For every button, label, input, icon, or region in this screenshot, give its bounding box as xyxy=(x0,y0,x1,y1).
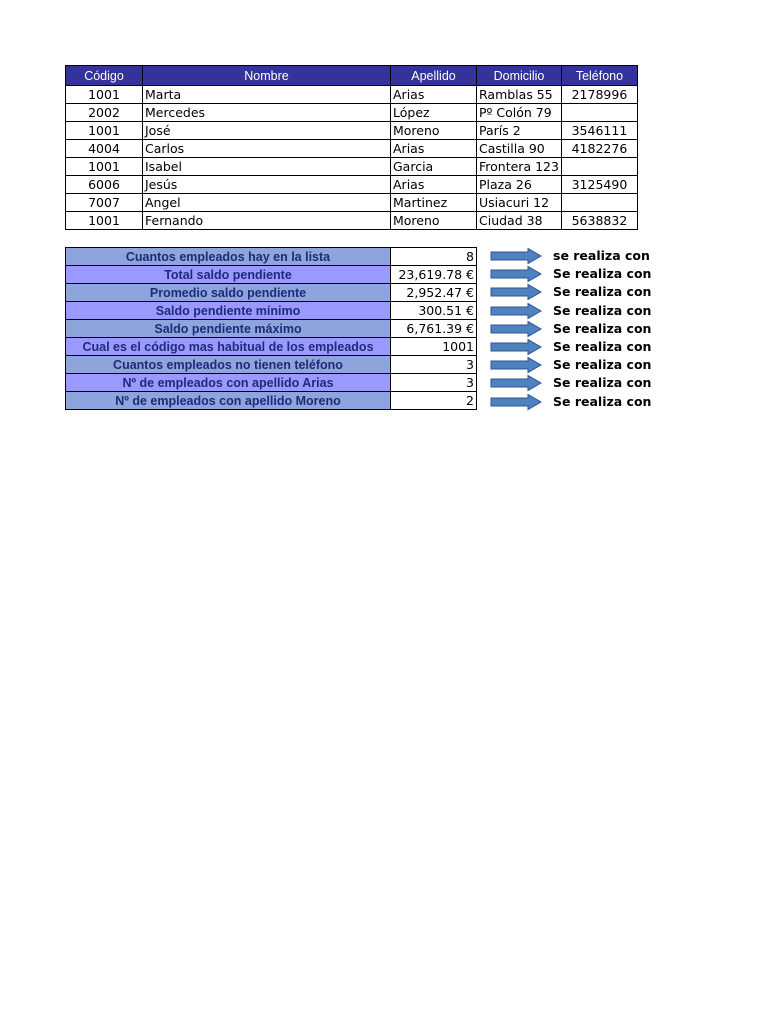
cell-nombre[interactable]: Marta xyxy=(143,86,391,104)
summary-table xyxy=(65,247,477,410)
cell-codigo[interactable]: 2002 xyxy=(66,104,143,122)
cell-apellido[interactable]: López xyxy=(391,104,477,122)
summary-row xyxy=(66,266,477,284)
arrow-right-icon xyxy=(490,320,550,338)
arrow-right-icon xyxy=(490,393,550,411)
header-nombre[interactable]: Nombre xyxy=(143,66,391,86)
cell-nombre[interactable]: Fernando xyxy=(143,212,391,230)
summary-value[interactable]: 300.51 € xyxy=(391,302,477,320)
summary-value[interactable]: 3 xyxy=(391,356,477,374)
cell-domicilio[interactable]: Castilla 90 xyxy=(477,140,562,158)
summary-note: Se realiza con xyxy=(553,266,652,282)
cell-domicilio[interactable]: París 2 xyxy=(477,122,562,140)
cell-nombre[interactable]: Carlos xyxy=(143,140,391,158)
summary-row xyxy=(66,356,477,374)
cell-telefono[interactable] xyxy=(561,104,637,122)
summary-value[interactable]: 2 xyxy=(391,392,477,410)
summary-value[interactable]: 2,952.47 € xyxy=(391,284,477,302)
notes-column xyxy=(553,247,652,411)
summary-body xyxy=(66,248,477,410)
cell-nombre[interactable]: Isabel xyxy=(143,158,391,176)
summary-label[interactable]: Cuantos empleados hay en la lista xyxy=(66,248,391,266)
header-domicilio[interactable]: Domicilio xyxy=(477,66,562,86)
cell-codigo[interactable]: 7007 xyxy=(66,194,143,212)
summary-label[interactable]: Cuantos empleados no tienen teléfono xyxy=(66,356,391,374)
header-codigo[interactable]: Código xyxy=(66,66,143,86)
summary-label[interactable]: Nº de empleados con apellido Moreno xyxy=(66,392,391,410)
cell-nombre[interactable]: Mercedes xyxy=(143,104,391,122)
summary-note: Se realiza con xyxy=(553,284,652,300)
table-row xyxy=(66,176,638,194)
summary-note: Se realiza con xyxy=(553,320,652,336)
summary-note: Se realiza con xyxy=(553,393,652,409)
summary-row xyxy=(66,374,477,392)
summary-row xyxy=(66,392,477,410)
summary-label[interactable]: Saldo pendiente máximo xyxy=(66,320,391,338)
cell-telefono[interactable]: 3125490 xyxy=(561,176,637,194)
summary-label[interactable]: Saldo pendiente mínimo xyxy=(66,302,391,320)
summary-note: se realiza con xyxy=(553,248,650,263)
header-row xyxy=(66,66,638,86)
summary-note: Se realiza con xyxy=(553,357,652,373)
cell-codigo[interactable]: 1001 xyxy=(66,122,143,140)
cell-domicilio[interactable]: Usiacuri 12 xyxy=(477,194,562,212)
arrow-right-icon xyxy=(490,283,550,301)
summary-value[interactable]: 8 xyxy=(391,248,477,266)
cell-apellido[interactable]: Arias xyxy=(391,140,477,158)
cell-apellido[interactable]: Moreno xyxy=(391,122,477,140)
table-row xyxy=(66,212,638,230)
table-row xyxy=(66,122,638,140)
summary-label[interactable]: Total saldo pendiente xyxy=(66,266,391,284)
summary-label[interactable]: Cual es el código mas habitual de los empleados xyxy=(66,338,391,356)
summary-row xyxy=(66,338,477,356)
cell-telefono[interactable] xyxy=(561,158,637,176)
cell-nombre[interactable]: José xyxy=(143,122,391,140)
table-row xyxy=(66,140,638,158)
header-telefono[interactable]: Teléfono xyxy=(561,66,637,86)
table-row xyxy=(66,158,638,176)
cell-telefono[interactable]: 3546111 xyxy=(561,122,637,140)
cell-apellido[interactable]: Martinez xyxy=(391,194,477,212)
employees-table xyxy=(65,65,638,230)
cell-domicilio[interactable]: Ciudad 38 xyxy=(477,212,562,230)
cell-codigo[interactable]: 4004 xyxy=(66,140,143,158)
arrow-right-icon xyxy=(490,265,550,283)
summary-label[interactable]: Promedio saldo pendiente xyxy=(66,284,391,302)
cell-codigo[interactable]: 6006 xyxy=(66,176,143,194)
header-apellido[interactable]: Apellido xyxy=(391,66,477,86)
cell-apellido[interactable]: Arias xyxy=(391,86,477,104)
table-row xyxy=(66,194,638,212)
table-row xyxy=(66,104,638,122)
cell-codigo[interactable]: 1001 xyxy=(66,158,143,176)
summary-row xyxy=(66,248,477,266)
summary-note: Se realiza con xyxy=(553,338,652,354)
cell-telefono[interactable]: 2178996 xyxy=(561,86,637,104)
summary-value[interactable]: 1001 xyxy=(391,338,477,356)
summary-value[interactable]: 23,619.78 € xyxy=(391,266,477,284)
summary-label[interactable]: Nº de empleados con apellido Arias xyxy=(66,374,391,392)
cell-nombre[interactable]: Jesús xyxy=(143,176,391,194)
arrow-right-icon xyxy=(490,338,550,356)
summary-value[interactable]: 3 xyxy=(391,374,477,392)
summary-note: Se realiza con xyxy=(553,375,652,391)
employees-body xyxy=(66,86,638,230)
cell-codigo[interactable]: 1001 xyxy=(66,86,143,104)
cell-domicilio[interactable]: Plaza 26 xyxy=(477,176,562,194)
cell-telefono[interactable]: 5638832 xyxy=(561,212,637,230)
arrow-right-icon xyxy=(490,247,550,265)
arrow-column xyxy=(490,247,550,411)
arrow-right-icon xyxy=(490,302,550,320)
cell-domicilio[interactable]: Ramblas 55 xyxy=(477,86,562,104)
summary-row xyxy=(66,302,477,320)
cell-telefono[interactable]: 4182276 xyxy=(561,140,637,158)
cell-apellido[interactable]: Arias xyxy=(391,176,477,194)
cell-nombre[interactable]: Angel xyxy=(143,194,391,212)
cell-domicilio[interactable]: Pº Colón 79 xyxy=(477,104,562,122)
summary-row xyxy=(66,284,477,302)
arrow-right-icon xyxy=(490,356,550,374)
arrow-right-icon xyxy=(490,374,550,392)
cell-apellido[interactable]: Moreno xyxy=(391,212,477,230)
cell-apellido[interactable]: Garcia xyxy=(391,158,477,176)
table-row xyxy=(66,86,638,104)
cell-codigo[interactable]: 1001 xyxy=(66,212,143,230)
summary-value[interactable]: 6,761.39 € xyxy=(391,320,477,338)
summary-row xyxy=(66,320,477,338)
summary-note: Se realiza con xyxy=(553,302,652,318)
cell-telefono[interactable] xyxy=(561,194,637,212)
cell-domicilio[interactable]: Frontera 123 xyxy=(477,158,562,176)
